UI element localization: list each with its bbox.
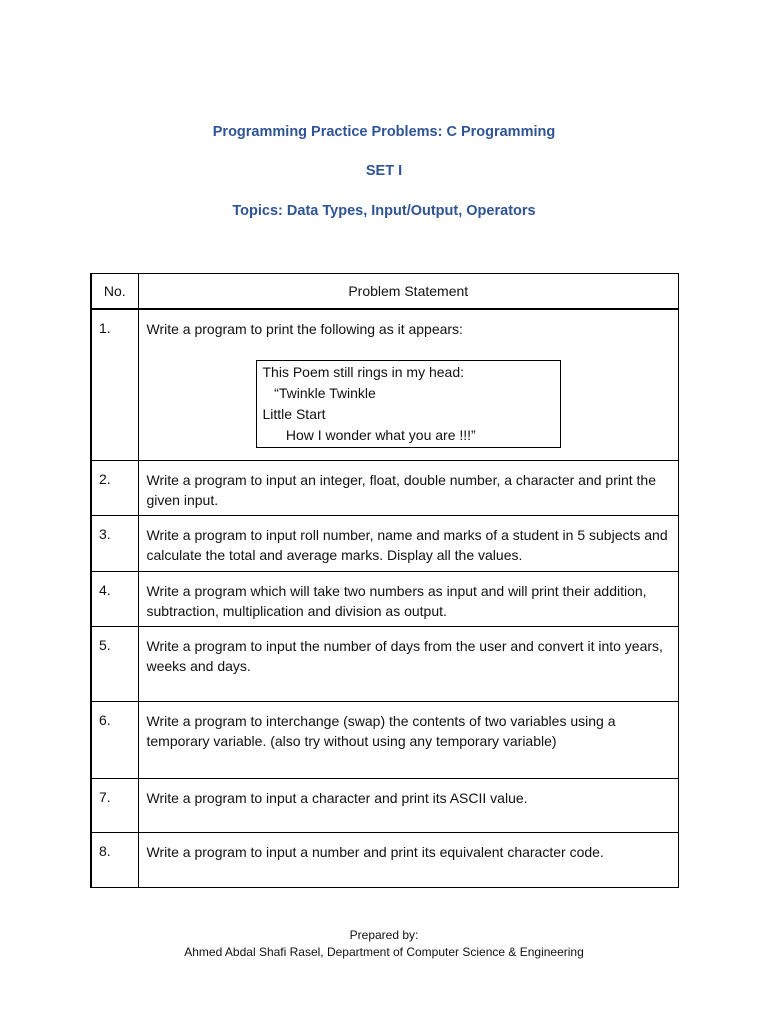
row-number: 3. xyxy=(91,515,138,571)
table-row xyxy=(91,571,679,626)
problem-statement: Write a program which will take two numbers as input and will print their addition, subtraction, multiplication and division as output. xyxy=(138,571,679,626)
row-number: 7. xyxy=(91,778,138,832)
table-row xyxy=(91,515,679,571)
row-number: 2. xyxy=(91,460,138,515)
row-number: 1. xyxy=(91,309,138,460)
problem-cell xyxy=(138,309,679,460)
row-number: 4. xyxy=(91,571,138,626)
column-header-problem: Problem Statement xyxy=(138,274,679,310)
poem-line: “Twinkle Twinkle xyxy=(262,385,376,401)
problem-statement: Write a program to input roll number, name and marks of a student in 5 subjects and calculate the total and average marks. Display all the values. xyxy=(138,515,679,571)
set-label: SET I xyxy=(365,163,403,179)
table-row xyxy=(91,309,679,460)
problems-table xyxy=(90,273,679,888)
problem-statement: Write a program to input a character and print its ASCII value. xyxy=(138,778,679,832)
prepared-by-label: Prepared by: xyxy=(349,928,419,942)
problem-statement: Write a program to print the following as it appears: xyxy=(146,321,463,337)
poem-line: Little Start xyxy=(262,406,326,422)
problem-statement: Write a program to input the number of days from the user and convert it into years, weeks and days. xyxy=(138,626,679,701)
row-number: 5. xyxy=(91,626,138,701)
column-header-no: No. xyxy=(91,274,138,310)
author-credit: Ahmed Abdal Shafi Rasel, Department of Computer Science & Engineering xyxy=(184,945,584,959)
row-number: 6. xyxy=(91,701,138,778)
problem-statement: Write a program to input a number and print its equivalent character code. xyxy=(138,832,679,887)
poem-line: This Poem still rings in my head: xyxy=(262,364,465,380)
topics-label: Topics: Data Types, Input/Output, Operators xyxy=(232,203,536,219)
document-title: Programming Practice Problems: C Programming xyxy=(212,124,556,140)
row-number: 8. xyxy=(91,832,138,887)
table-header-row xyxy=(91,274,679,310)
table-row xyxy=(91,778,679,832)
table-row xyxy=(91,701,679,778)
table-row xyxy=(91,626,679,701)
poem-box xyxy=(256,360,561,448)
table-row xyxy=(91,832,679,887)
poem-line: How I wonder what you are !!!” xyxy=(262,427,476,443)
problem-statement: Write a program to input an integer, float, double number, a character and print the given input. xyxy=(138,460,679,515)
table-row xyxy=(91,460,679,515)
problem-statement: Write a program to interchange (swap) the contents of two variables using a temporary variable. (also try without using any temporary variable) xyxy=(138,701,679,778)
